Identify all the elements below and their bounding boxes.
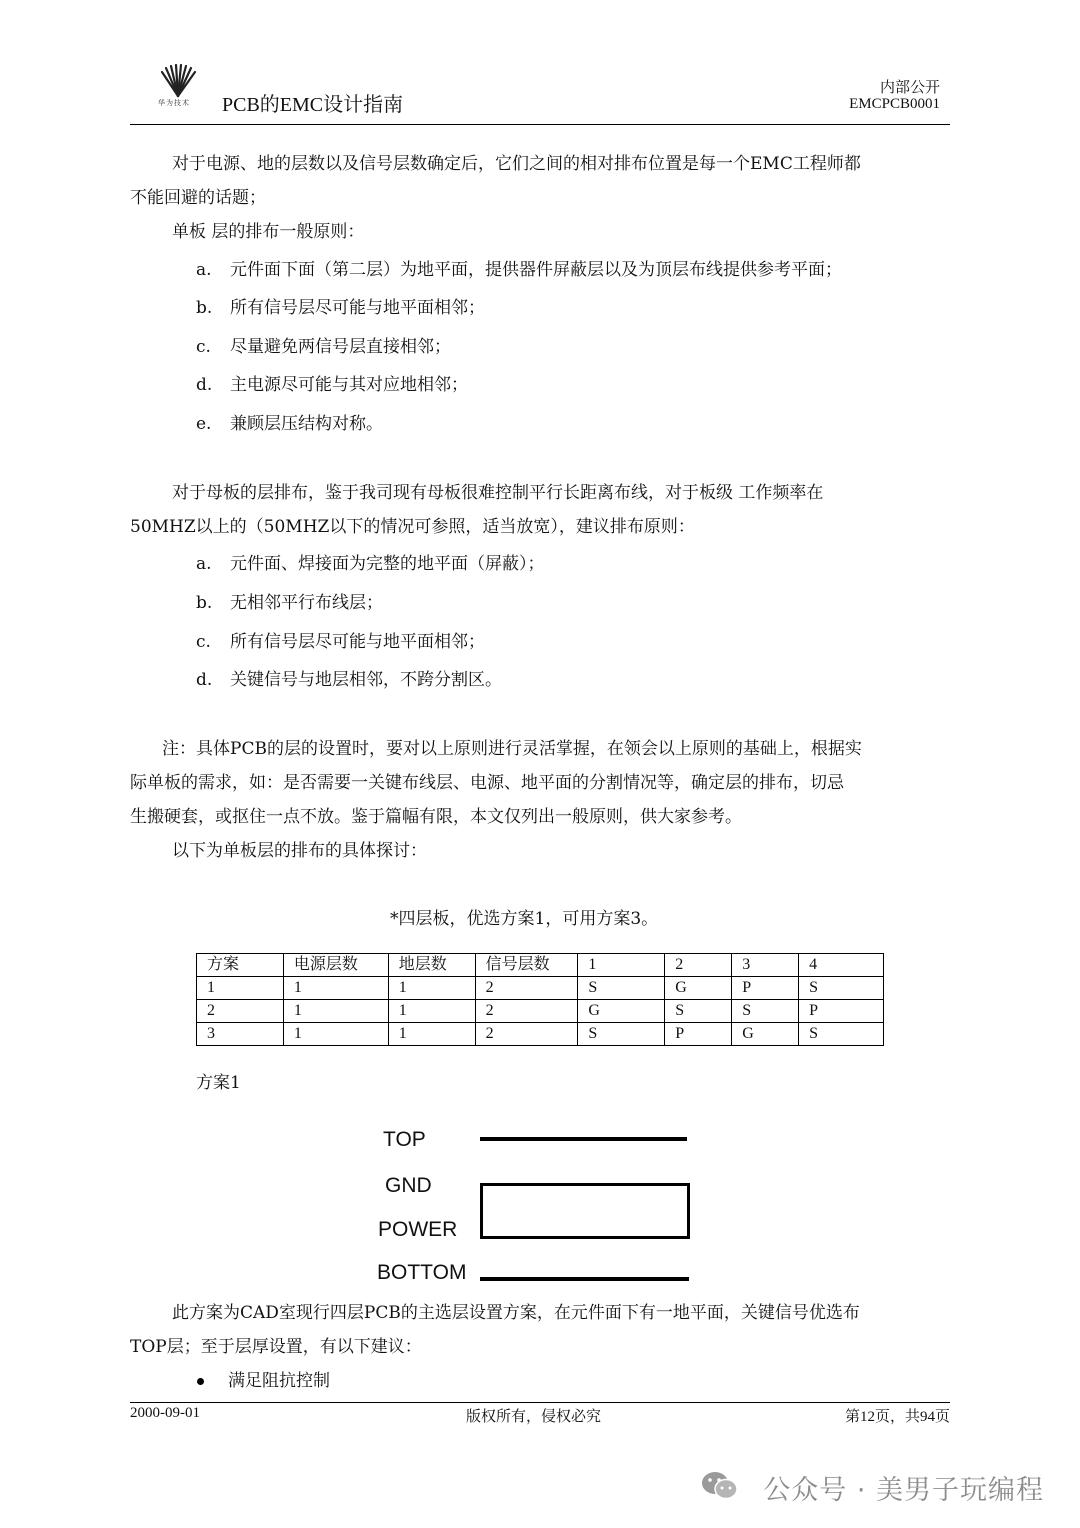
layer-label-power: POWER <box>378 1218 458 1241</box>
list-text: 兼顾层压结构对称。 <box>230 414 383 434</box>
list-text: 关键信号与地层相邻，不跨分割区。 <box>230 670 502 690</box>
table-cell: 1 <box>283 1000 388 1023</box>
list-text: 尽量避免两信号层直接相邻； <box>230 337 451 357</box>
footer-rule <box>130 1402 950 1403</box>
paragraph-line: 生搬硬套，或抠住一点不放。鉴于篇幅有限，本文仅列出一般原则，供大家参考。 <box>130 807 742 827</box>
table-cell: 1 <box>388 977 475 1000</box>
layer-stack-table <box>196 953 884 1046</box>
list-marker: c. <box>196 337 211 357</box>
table-cell: 2 <box>475 1000 578 1023</box>
table-cell: 2 <box>475 1023 578 1046</box>
layer-label-top: TOP <box>383 1128 426 1151</box>
list-marker: a. <box>196 554 212 574</box>
top-layer-line <box>480 1137 687 1141</box>
watermark-text: 公众号 · 美男子玩编程 <box>763 1475 1044 1506</box>
footer-copyright: 版权所有，侵权必究 <box>466 1409 602 1425</box>
table-cell: S <box>665 1000 732 1023</box>
header-rule <box>130 124 950 125</box>
table-cell: 1 <box>388 1000 475 1023</box>
list-marker: a. <box>196 260 212 280</box>
table-header-row <box>197 954 884 977</box>
list-marker: e. <box>196 414 212 434</box>
table-cell: 1 <box>197 977 284 1000</box>
paragraph-line: 50MHZ以上的（50MHZ以下的情况可参照，适当放宽），建议排布原则： <box>130 517 695 537</box>
table-cell: S <box>578 977 665 1000</box>
discussion-intro: 以下为单板层的排布的具体探讨： <box>172 841 427 861</box>
list-marker: d. <box>196 670 213 690</box>
table-caption: *四层板，优选方案1，可用方案3。 <box>390 909 659 929</box>
table-cell: P <box>732 977 799 1000</box>
table-header-cell: 信号层数 <box>475 954 578 977</box>
table-cell: G <box>732 1023 799 1046</box>
footer-page-number: 第12页，共94页 <box>844 1409 950 1425</box>
table-cell: S <box>578 1023 665 1046</box>
layer-label-bottom: BOTTOM <box>377 1261 467 1284</box>
logo-caption: 华为技术 <box>158 99 190 107</box>
paragraph-line: 际单板的需求，如：是否需要一关键布线层、电源、地平面的分割情况等，确定层的排布，切忌 <box>130 773 844 793</box>
gnd-power-plane-box <box>480 1183 690 1239</box>
document-id: EMCPCB0001 <box>849 96 940 112</box>
table-cell: S <box>732 1000 799 1023</box>
table-cell: P <box>665 1023 732 1046</box>
list-item <box>196 258 956 282</box>
table-row <box>197 1000 884 1023</box>
layer-label-gnd: GND <box>385 1174 432 1197</box>
list-marker: b. <box>196 593 213 613</box>
list-text: 元件面下面（第二层）为地平面，提供器件屏蔽层以及为顶层布线提供参考平面； <box>230 260 842 280</box>
table-header-cell: 1 <box>578 954 665 977</box>
table-header-cell: 地层数 <box>388 954 475 977</box>
document-title: PCB的EMC设计指南 <box>222 94 404 116</box>
table-cell: S <box>799 1023 884 1046</box>
list-text: 所有信号层尽可能与地平面相邻； <box>230 298 485 318</box>
table-cell: 3 <box>197 1023 284 1046</box>
list-item <box>196 591 956 615</box>
table-cell: G <box>578 1000 665 1023</box>
list-item <box>196 668 956 692</box>
bullet-icon <box>197 1378 204 1385</box>
list-text: 所有信号层尽可能与地平面相邻； <box>230 632 485 652</box>
bullet-text: 满足阻抗控制 <box>228 1371 330 1391</box>
footer-date: 2000-09-01 <box>130 1405 200 1421</box>
list-item <box>196 552 956 576</box>
list-item <box>196 335 956 359</box>
table-header-cell: 方案 <box>197 954 284 977</box>
list-item <box>196 630 956 654</box>
paragraph-line: 此方案为CAD室现行四层PCB的主选层设置方案，在元件面下有一地平面，关键信号优选布 <box>172 1303 860 1323</box>
paragraph-line: 对于母板的层排布，鉴于我司现有母板很难控制平行长距离布线，对于板级 工作频率在 <box>172 483 824 503</box>
scheme-label: 方案1 <box>196 1073 241 1093</box>
paragraph-line: 注：具体PCB的层的设置时，要对以上原则进行灵活掌握，在领会以上原则的基础上，根据实 <box>162 739 862 759</box>
list-item <box>196 296 956 320</box>
list-marker: d. <box>196 375 213 395</box>
classification: 内部公开 <box>879 80 940 96</box>
list-marker: b. <box>196 298 213 318</box>
list-item <box>196 373 956 397</box>
table-header-cell: 3 <box>732 954 799 977</box>
list-text: 无相邻平行布线层； <box>230 593 383 613</box>
paragraph-line: 不能回避的话题； <box>130 188 266 208</box>
table-header-cell: 2 <box>665 954 732 977</box>
table-row <box>197 977 884 1000</box>
wechat-icon <box>700 1470 740 1502</box>
single-board-intro: 单板 层的排布一般原则： <box>172 222 365 242</box>
list-marker: c. <box>196 632 211 652</box>
table-header-cell: 电源层数 <box>283 954 388 977</box>
table-cell: 1 <box>283 1023 388 1046</box>
bottom-layer-line <box>480 1277 689 1281</box>
table-cell: 1 <box>283 977 388 1000</box>
table-cell: S <box>799 977 884 1000</box>
paragraph-line: 对于电源、地的层数以及信号层数确定后，它们之间的相对排布位置是每一个EMC工程师都 <box>172 154 861 174</box>
table-cell: G <box>665 977 732 1000</box>
table-cell: 2 <box>475 977 578 1000</box>
table-cell: P <box>799 1000 884 1023</box>
table-cell: 1 <box>388 1023 475 1046</box>
table-header-cell: 4 <box>799 954 884 977</box>
list-text: 元件面、焊接面为完整的地平面（屏蔽）； <box>230 554 545 574</box>
table-cell: 2 <box>197 1000 284 1023</box>
paragraph-line: TOP层；至于层厚设置，有以下建议： <box>130 1337 422 1357</box>
table-row <box>197 1023 884 1046</box>
list-text: 主电源尽可能与其对应地相邻； <box>230 375 468 395</box>
list-item <box>196 412 956 436</box>
